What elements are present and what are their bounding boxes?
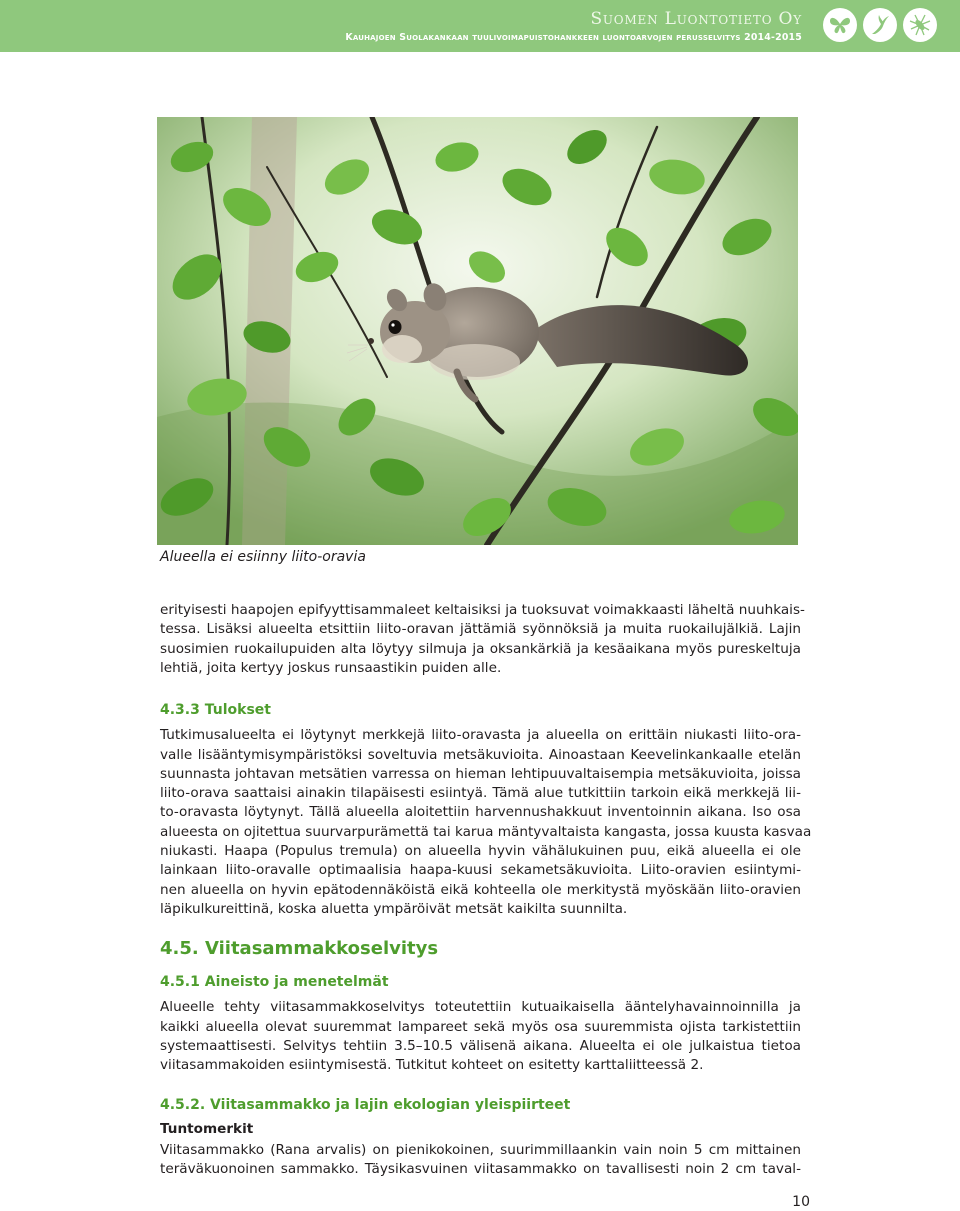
header-band: [0, 0, 960, 52]
text-line: Viitasammakko (Rana arvalis) on pienikokoinen, suurimmillaankin vain noin 5 cm mittainen: [160, 1141, 801, 1158]
section-452-subheading: Tuntomerkit: [160, 1121, 254, 1138]
section-451-paragraph: [160, 998, 801, 1075]
text-line: Alueelle tehty viitasammakkoselvitys toteutettiin kutuaikaisella ääntelyhavainnoinnilla ja: [160, 999, 801, 1016]
section-451: [160, 973, 801, 1075]
text-line: systemaattisesti. Selvitys tehtiin 3.5–10.5 välisenä aikana. Alueelta ei ole julkaistua tietoa: [160, 1037, 801, 1054]
text-line: lehtiä, joita kertyy joskus runsaastikin puiden alle.: [160, 659, 502, 676]
text-line: to-oravasta löytynyt. Tällä alueella aloitettiin harvennushakkuut inventoinnin aikana. Iso osa: [160, 804, 801, 821]
project-title: Kauhajoen Suolakankaan tuulivoimapuistohankkeen luontoarvojen perusselvitys 2014-2015: [345, 32, 802, 43]
intro-paragraph: [160, 601, 805, 678]
section-433-heading: 4.3.3 Tulokset: [160, 702, 271, 718]
text-line: Tutkimusalueelta ei löytynyt merkkejä liito-oravasta ja alueella on erittäin niukasti liito-ora-: [160, 727, 801, 744]
section-433: [160, 701, 812, 919]
text-line: alueesta on ojitettua suurvarpurämettä tai karua mäntyvaltaista kangasta, jossa kuusta kasvaa: [160, 823, 812, 840]
text-line: tessa. Lisäksi alueelta etsittiin liito-oravan jättämiä syönnöksiä ja muita ruokailujälkiä. Lajin: [160, 621, 801, 638]
butterfly-icon: [823, 8, 857, 42]
text-line: liito-orava saattaisi ainakin tilapäisesti esiintyä. Tämä alue tutkittiin tarkoin eikä merkkejä lii-: [160, 785, 801, 802]
text-line: suosimien ruokailupuiden alta löytyy silmuja ja oksankärkiä ja kesäaikana myös pureskeltuja: [160, 640, 801, 657]
section-452: [160, 1096, 801, 1179]
page-number: 10: [792, 1194, 810, 1210]
text-line: erityisesti haapojen epifyyttisammaleet keltaisiksi ja tuoksuvat voimakkaasti läheltä nuuhkais-: [160, 602, 805, 618]
text-line: niukasti. Haapa (Populus tremula) on alueella hyvin vähälukuinen puu, eikä alueella ei ole: [160, 843, 801, 860]
section-451-heading: 4.5.1 Aineisto ja menetelmät: [160, 974, 389, 990]
insect-icon: [903, 8, 937, 42]
text-line: suunnasta johtavan metsätien varressa on hieman lehtipuuvaltaisempia metsäkuvioita, joissa: [160, 765, 801, 782]
text-line: valle lisääntymisympäristöksi soveltuvia metsäkuvioita. Ainoastaan Keevelinkankaalle etelän: [160, 746, 801, 763]
text-line: teräväkuonoinen sammakko. Täysikasvuinen viitasammakko on tavallisesti noin 2 cm taval-: [160, 1160, 801, 1177]
text-line: viitasammakoiden esiintymisestä. Tutkitut kohteet on esitetty karttaliitteessä 2.: [160, 1057, 704, 1074]
section-45: [160, 939, 801, 958]
photo-caption: Alueella ei esiinny liito-oravia: [160, 549, 366, 565]
flying-squirrel-photo: [157, 117, 798, 545]
section-452-paragraph: [160, 1141, 801, 1180]
section-45-heading: 4.5. Viitasammakkoselvitys: [160, 938, 439, 959]
bird-icon: [863, 8, 897, 42]
section-433-paragraph: [160, 726, 812, 919]
text-line: nen alueella on hyvin epätodennäköistä eikä kohteella ole merkitystä myöskään liito-oravien: [160, 881, 801, 898]
org-name: Suomen Luontotieto Oy: [590, 9, 802, 29]
header-text: [345, 9, 802, 45]
section-452-heading: 4.5.2. Viitasammakko ja lajin ekologian yleispiirteet: [160, 1097, 571, 1113]
text-line: läpikulkureittinä, koska aluetta ympäröivät metsät kaikilta suunnilta.: [160, 900, 628, 917]
text-line: kaikki alueella olevat suuremmat lampareet sekä myös osa suuremmista ojista tarkistettiin: [160, 1018, 801, 1035]
text-line: lainkaan liito-oravalle optimaalisia haapa-kuusi sekametsäkuvioita. Liito-oravien esiintymi-: [160, 862, 801, 879]
